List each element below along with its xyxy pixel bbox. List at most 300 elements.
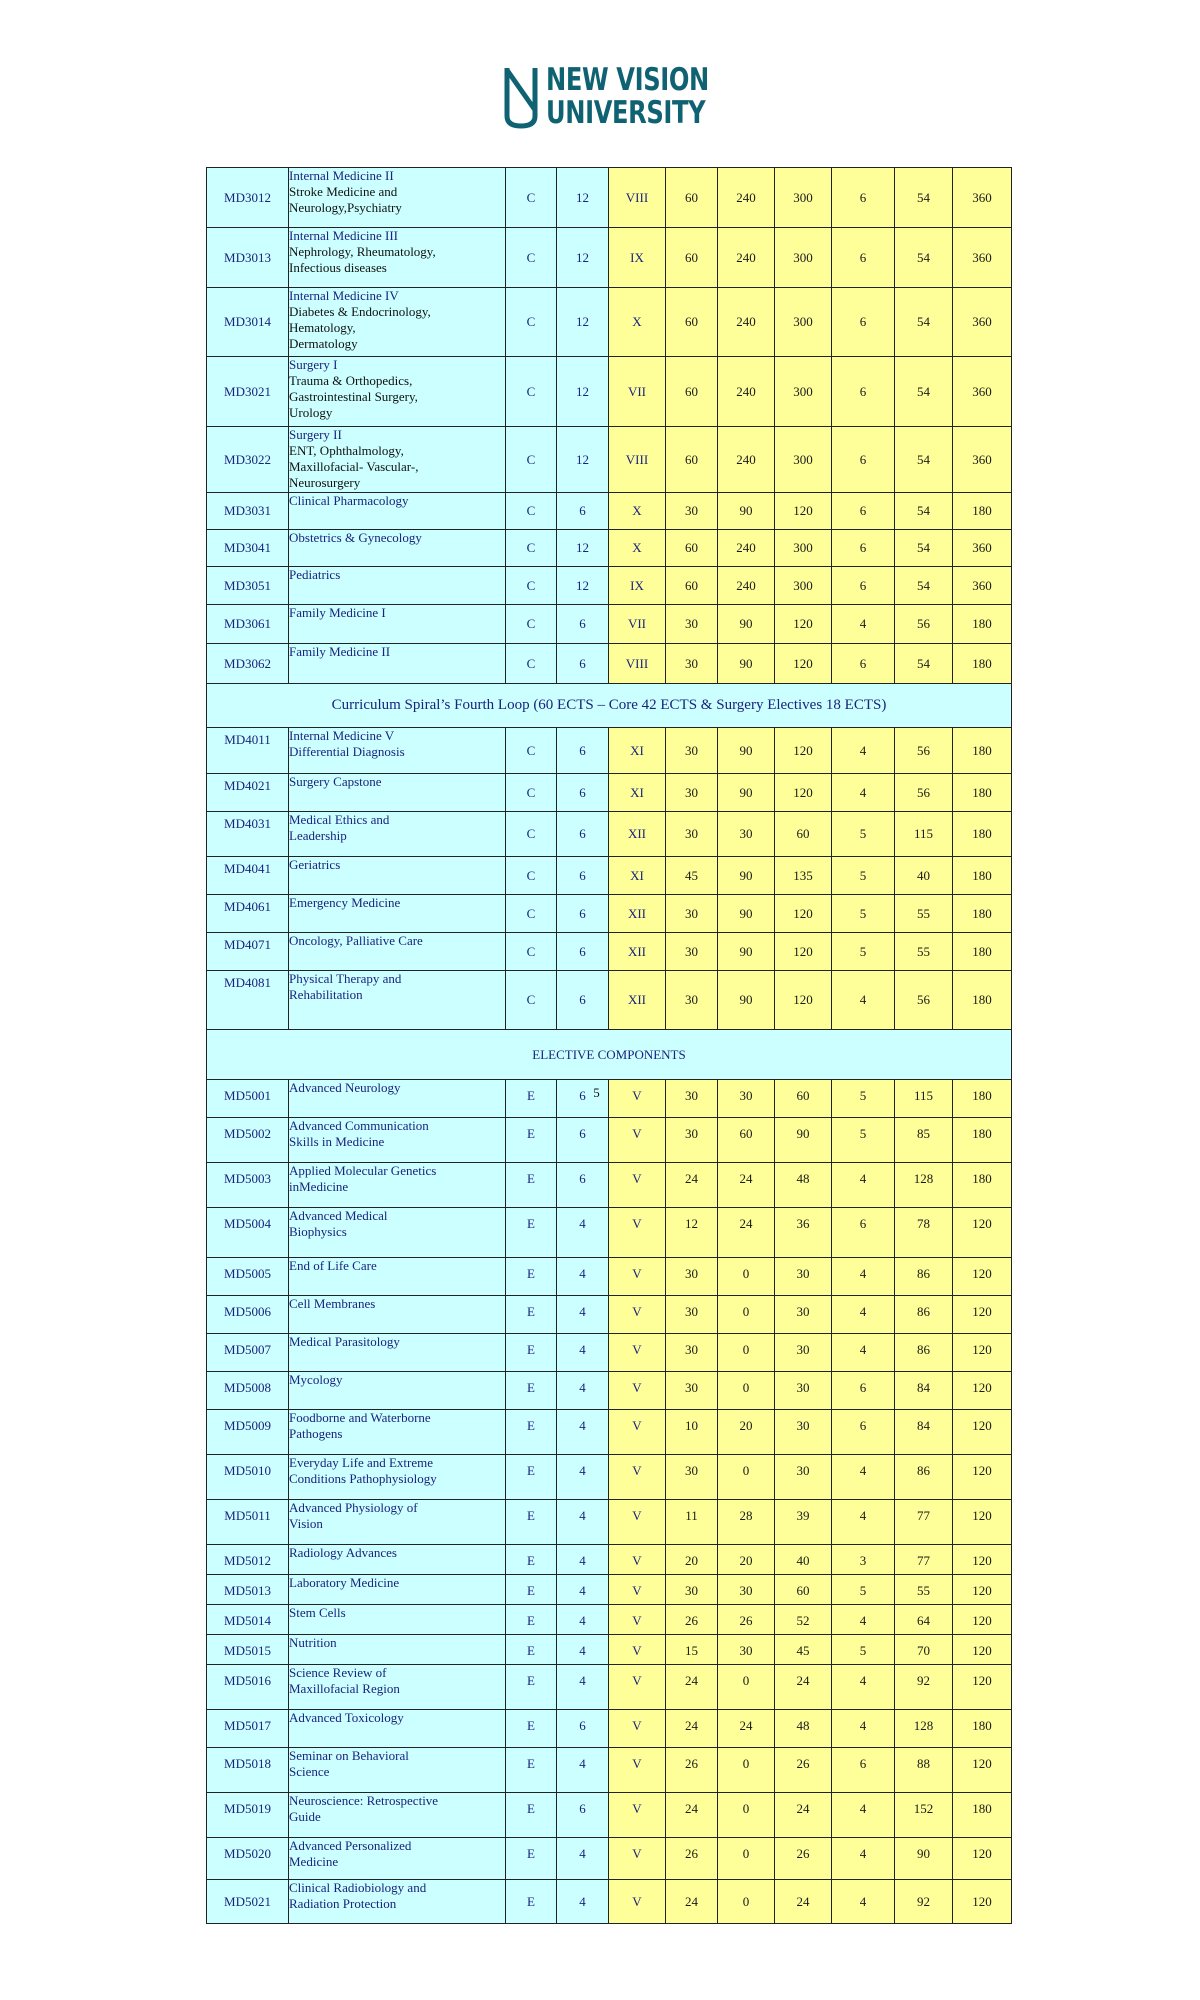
hours-f: 180: [953, 895, 1012, 933]
course-type: C: [506, 168, 557, 228]
ects-value: [576, 314, 589, 329]
hours-c: 26: [775, 1838, 832, 1880]
course-name: [289, 1080, 506, 1118]
semester: V: [609, 1605, 666, 1635]
course-code: MD5006: [207, 1296, 289, 1334]
hours-e: 90: [895, 1838, 953, 1880]
course-subtitle: Dermatology: [289, 336, 358, 351]
course-code: MD3031: [207, 493, 289, 530]
ects-value: [579, 1342, 586, 1357]
hours-d: 4: [832, 1605, 895, 1635]
hours-f: 180: [953, 644, 1012, 684]
course-subtitle: Medicine: [289, 1854, 339, 1869]
course-type: E: [506, 1838, 557, 1880]
course-code: MD5021: [207, 1880, 289, 1924]
course-code: MD5013: [207, 1575, 289, 1605]
hours-d: 5: [832, 1635, 895, 1665]
hours-e: 54: [895, 530, 953, 567]
course-code: MD5017: [207, 1710, 289, 1748]
course-subtitle: inMedicine: [289, 1179, 349, 1194]
hours-d: 4: [832, 1455, 895, 1500]
hours-d: 4: [832, 1880, 895, 1924]
hours-d: 5: [832, 1080, 895, 1118]
course-name: [289, 895, 506, 933]
table-row: [207, 1258, 1012, 1296]
course-ects: [557, 1118, 609, 1163]
course-name: [289, 1710, 506, 1748]
hours-b: 60: [718, 1118, 775, 1163]
table-row: [207, 427, 1012, 493]
course-code: MD5001: [207, 1080, 289, 1118]
hours-e: 115: [895, 812, 953, 857]
hours-a: 60: [666, 288, 718, 357]
course-type: E: [506, 1793, 557, 1838]
hours-d: 4: [832, 1500, 895, 1545]
course-type: E: [506, 1455, 557, 1500]
hours-f: 120: [953, 1575, 1012, 1605]
hours-a: 60: [666, 357, 718, 427]
hours-e: 86: [895, 1296, 953, 1334]
ects-number: 4: [579, 1304, 586, 1319]
course-subtitle: Gastrointestinal Surgery,: [289, 389, 418, 404]
ects-value: [579, 1553, 586, 1568]
table-row: [207, 857, 1012, 895]
table-row: [207, 1163, 1012, 1208]
hours-d: 6: [832, 357, 895, 427]
hours-d: 4: [832, 971, 895, 1030]
course-type: E: [506, 1258, 557, 1296]
hours-a: 30: [666, 812, 718, 857]
hours-b: 90: [718, 493, 775, 530]
hours-f: 180: [953, 493, 1012, 530]
hours-f: 120: [953, 1880, 1012, 1924]
hours-c: 120: [775, 933, 832, 971]
hours-d: 3: [832, 1545, 895, 1575]
course-type: C: [506, 644, 557, 684]
ects-value: [579, 1846, 586, 1861]
hours-f: 180: [953, 1118, 1012, 1163]
hours-d: 4: [832, 605, 895, 644]
hours-e: 128: [895, 1163, 953, 1208]
course-code: MD4031: [207, 812, 289, 857]
hours-c: 24: [775, 1793, 832, 1838]
hours-c: 48: [775, 1163, 832, 1208]
ects-number: 4: [579, 1583, 586, 1598]
hours-d: 6: [832, 288, 895, 357]
ects-number: 4: [579, 1893, 586, 1909]
hours-a: 30: [666, 1080, 718, 1118]
hours-b: 24: [718, 1163, 775, 1208]
semester: VIII: [609, 644, 666, 684]
hours-f: 120: [953, 1605, 1012, 1635]
hours-e: 54: [895, 228, 953, 288]
table-row: [207, 644, 1012, 684]
table-row: [207, 1793, 1012, 1838]
hours-a: 60: [666, 567, 718, 605]
course-title: Nutrition: [289, 1635, 337, 1650]
semester: VII: [609, 357, 666, 427]
course-ects: [557, 1455, 609, 1500]
hours-c: 45: [775, 1635, 832, 1665]
semester: X: [609, 288, 666, 357]
semester: IX: [609, 228, 666, 288]
course-type: C: [506, 812, 557, 857]
course-code: MD5002: [207, 1118, 289, 1163]
course-name: [289, 774, 506, 812]
course-subtitle: Leadership: [289, 828, 347, 843]
hours-b: 90: [718, 857, 775, 895]
course-name: [289, 1455, 506, 1500]
course-title: Geriatrics: [289, 857, 341, 872]
ects-number: 6: [579, 867, 586, 883]
hours-f: 360: [953, 228, 1012, 288]
semester: XII: [609, 971, 666, 1030]
course-ects: [557, 1258, 609, 1296]
hours-b: 90: [718, 644, 775, 684]
course-subtitle: Neurology,Psychiatry: [289, 200, 402, 215]
course-type: C: [506, 567, 557, 605]
hours-e: 40: [895, 857, 953, 895]
logo-line-2: UNIVERSITY: [546, 95, 706, 131]
hours-e: 56: [895, 971, 953, 1030]
course-code: MD5020: [207, 1838, 289, 1880]
course-type: C: [506, 971, 557, 1030]
hours-a: 20: [666, 1545, 718, 1575]
course-ects: [557, 168, 609, 228]
hours-c: 30: [775, 1296, 832, 1334]
hours-f: 360: [953, 288, 1012, 357]
course-name: [289, 971, 506, 1030]
table-row: [207, 1665, 1012, 1710]
ects-value: [579, 1126, 586, 1141]
hours-f: 180: [953, 857, 1012, 895]
table-row: [207, 1575, 1012, 1605]
hours-f: 180: [953, 812, 1012, 857]
ects-number: 12: [576, 314, 589, 329]
table-row: [207, 895, 1012, 933]
course-type: C: [506, 605, 557, 644]
course-code: MD3041: [207, 530, 289, 567]
hours-d: 4: [832, 1665, 895, 1710]
semester: V: [609, 1372, 666, 1410]
course-title: Radiology Advances: [289, 1545, 397, 1560]
hours-d: 4: [832, 1163, 895, 1208]
course-subtitle: Maxillofacial- Vascular-,: [289, 459, 419, 474]
semester: V: [609, 1500, 666, 1545]
course-code: MD5003: [207, 1163, 289, 1208]
course-subtitle: Nephrology, Rheumatology,: [289, 244, 436, 259]
semester: VII: [609, 605, 666, 644]
course-ects: [557, 288, 609, 357]
hours-d: 6: [832, 1410, 895, 1455]
hours-f: 180: [953, 1080, 1012, 1118]
hours-e: 78: [895, 1208, 953, 1258]
hours-c: 52: [775, 1605, 832, 1635]
semester: V: [609, 1334, 666, 1372]
table-row: [207, 1455, 1012, 1500]
course-ects: [557, 1665, 609, 1710]
table-row: [207, 605, 1012, 644]
ects-number: 12: [576, 577, 589, 593]
course-ects: [557, 1372, 609, 1410]
course-subtitle: Biophysics: [289, 1224, 347, 1239]
ects-number: 4: [579, 1846, 586, 1861]
hours-d: 4: [832, 1838, 895, 1880]
course-code: MD5011: [207, 1500, 289, 1545]
hours-a: 26: [666, 1748, 718, 1793]
course-name: [289, 1334, 506, 1372]
hours-f: 360: [953, 357, 1012, 427]
hours-d: 6: [832, 1372, 895, 1410]
course-code: MD4061: [207, 895, 289, 933]
hours-f: 120: [953, 1838, 1012, 1880]
loop4-heading: [207, 684, 1012, 728]
course-ects: [557, 1605, 609, 1635]
semester: V: [609, 1258, 666, 1296]
course-name: [289, 168, 506, 228]
course-code: MD3012: [207, 168, 289, 228]
logo-wordmark: [546, 64, 709, 130]
hours-f: 360: [953, 530, 1012, 567]
table-row: [207, 1605, 1012, 1635]
hours-b: 0: [718, 1838, 775, 1880]
course-ects: [557, 1748, 609, 1793]
hours-c: 39: [775, 1500, 832, 1545]
hours-e: 54: [895, 567, 953, 605]
hours-d: 6: [832, 493, 895, 530]
hours-d: 6: [832, 567, 895, 605]
hours-a: 30: [666, 971, 718, 1030]
hours-b: 240: [718, 357, 775, 427]
course-title: Advanced Neurology: [289, 1080, 401, 1095]
ects-number: 12: [576, 383, 589, 399]
course-code: MD3051: [207, 567, 289, 605]
course-ects: [557, 1296, 609, 1334]
course-type: C: [506, 228, 557, 288]
ects-value: [576, 540, 589, 555]
hours-d: 4: [832, 728, 895, 774]
hours-c: 36: [775, 1208, 832, 1258]
hours-c: 60: [775, 1080, 832, 1118]
course-name: [289, 644, 506, 684]
ects-number: 6: [579, 943, 586, 959]
course-subtitle: Science: [289, 1764, 330, 1779]
course-type: C: [506, 357, 557, 427]
hours-e: 56: [895, 605, 953, 644]
course-type: E: [506, 1710, 557, 1748]
ects-value: [579, 1418, 586, 1433]
course-title: Internal Medicine II: [289, 168, 394, 183]
footnote-marker: 5: [593, 1085, 600, 1100]
course-title: Advanced Medical: [289, 1208, 388, 1223]
hours-a: 24: [666, 1163, 718, 1208]
hours-a: 60: [666, 427, 718, 493]
table-row: [207, 493, 1012, 530]
course-type: C: [506, 933, 557, 971]
hours-d: 5: [832, 1118, 895, 1163]
semester: V: [609, 1575, 666, 1605]
course-title: Everyday Life and Extreme: [289, 1455, 434, 1470]
course-type: C: [506, 427, 557, 493]
course-name: [289, 1748, 506, 1793]
course-code: MD5019: [207, 1793, 289, 1838]
hours-b: 240: [718, 427, 775, 493]
course-subtitle: Guide: [289, 1809, 321, 1824]
ects-value: [579, 906, 586, 921]
hours-c: 24: [775, 1665, 832, 1710]
semester: V: [609, 1545, 666, 1575]
hours-a: 45: [666, 857, 718, 895]
hours-c: 120: [775, 774, 832, 812]
hours-d: 5: [832, 1575, 895, 1605]
course-ects: [557, 857, 609, 895]
course-code: MD5007: [207, 1334, 289, 1372]
ects-value: [579, 1304, 586, 1319]
hours-c: 300: [775, 530, 832, 567]
hours-a: 30: [666, 1118, 718, 1163]
course-title: Medical Parasitology: [289, 1334, 400, 1349]
course-title: Internal Medicine V: [289, 728, 395, 743]
ects-number: 6: [579, 1126, 586, 1141]
course-subtitle: Conditions Pathophysiology: [289, 1471, 437, 1486]
course-type: E: [506, 1334, 557, 1372]
ects-number: 4: [579, 1463, 586, 1478]
hours-b: 28: [718, 1500, 775, 1545]
course-code: MD5015: [207, 1635, 289, 1665]
course-subtitle: Neurosurgery: [289, 475, 361, 490]
semester: V: [609, 1880, 666, 1924]
hours-c: 300: [775, 567, 832, 605]
ects-number: 4: [579, 1643, 586, 1658]
course-title: End of Life Care: [289, 1258, 377, 1273]
ects-value: [579, 1463, 586, 1478]
hours-e: 77: [895, 1545, 953, 1575]
hours-e: 152: [895, 1793, 953, 1838]
course-ects: [557, 427, 609, 493]
hours-d: 5: [832, 895, 895, 933]
semester: X: [609, 530, 666, 567]
table-row: [207, 774, 1012, 812]
hours-f: 180: [953, 1793, 1012, 1838]
course-title: Applied Molecular Genetics: [289, 1163, 437, 1178]
course-code: MD4041: [207, 857, 289, 895]
hours-c: 300: [775, 357, 832, 427]
course-type: E: [506, 1575, 557, 1605]
table-row: [207, 1545, 1012, 1575]
hours-f: 120: [953, 1410, 1012, 1455]
ects-number: 6: [579, 784, 586, 800]
hours-c: 300: [775, 427, 832, 493]
course-subtitle: Maxillofacial Region: [289, 1681, 400, 1696]
hours-f: 120: [953, 1296, 1012, 1334]
course-type: C: [506, 530, 557, 567]
course-title: Laboratory Medicine: [289, 1575, 400, 1590]
course-title: Surgery I: [289, 357, 338, 372]
course-name: [289, 567, 506, 605]
course-ects: [557, 228, 609, 288]
ects-number: 12: [576, 540, 589, 555]
hours-e: 55: [895, 1575, 953, 1605]
semester: IX: [609, 567, 666, 605]
elective-heading-text: ELECTIVE COMPONENTS: [207, 1030, 1012, 1080]
course-subtitle: Vision: [289, 1516, 323, 1531]
ects-number: 6: [579, 742, 586, 758]
curriculum-table-body: [207, 168, 1012, 1924]
table-row: [207, 288, 1012, 357]
course-title: Cell Membranes: [289, 1296, 376, 1311]
course-ects: [557, 605, 609, 644]
course-type: E: [506, 1410, 557, 1455]
hours-a: 15: [666, 1635, 718, 1665]
hours-a: 11: [666, 1500, 718, 1545]
hours-f: 120: [953, 1748, 1012, 1793]
course-name: [289, 228, 506, 288]
course-title: Obstetrics & Gynecology: [289, 530, 422, 545]
table-row: [207, 357, 1012, 427]
ects-value: [579, 1613, 586, 1628]
hours-d: 5: [832, 812, 895, 857]
course-title: Seminar on Behavioral: [289, 1748, 409, 1763]
hours-e: 86: [895, 1455, 953, 1500]
semester: V: [609, 1080, 666, 1118]
hours-b: 0: [718, 1296, 775, 1334]
ects-number: 6: [579, 1088, 586, 1103]
hours-b: 240: [718, 228, 775, 288]
hours-a: 30: [666, 933, 718, 971]
hours-b: 90: [718, 605, 775, 644]
hours-a: 30: [666, 728, 718, 774]
hours-b: 20: [718, 1410, 775, 1455]
hours-c: 120: [775, 493, 832, 530]
semester: V: [609, 1710, 666, 1748]
course-type: C: [506, 895, 557, 933]
course-name: [289, 1163, 506, 1208]
semester: V: [609, 1748, 666, 1793]
semester: V: [609, 1410, 666, 1455]
hours-d: 4: [832, 1258, 895, 1296]
ects-number: 6: [579, 503, 586, 518]
course-subtitle: Urology: [289, 405, 333, 420]
course-name: [289, 530, 506, 567]
hours-c: 30: [775, 1410, 832, 1455]
course-title: Clinical Pharmacology: [289, 493, 409, 508]
course-code: MD3021: [207, 357, 289, 427]
hours-b: 0: [718, 1455, 775, 1500]
table-row: [207, 1372, 1012, 1410]
ects-number: 4: [579, 1756, 586, 1771]
course-ects: [557, 493, 609, 530]
course-name: [289, 1665, 506, 1710]
ects-number: 4: [579, 1613, 586, 1628]
hours-f: 120: [953, 1545, 1012, 1575]
course-ects: [557, 774, 609, 812]
course-code: MD3013: [207, 228, 289, 288]
hours-a: 60: [666, 530, 718, 567]
hours-b: 24: [718, 1710, 775, 1748]
hours-c: 40: [775, 1545, 832, 1575]
ects-value: [579, 1171, 586, 1186]
ects-value: [579, 1673, 586, 1688]
hours-d: 5: [832, 933, 895, 971]
ects-number: 6: [579, 616, 586, 631]
table-row: [207, 728, 1012, 774]
ects-number: 6: [579, 992, 586, 1007]
course-type: E: [506, 1665, 557, 1710]
hours-d: 6: [832, 644, 895, 684]
hours-e: 54: [895, 493, 953, 530]
hours-c: 120: [775, 644, 832, 684]
hours-b: 240: [718, 530, 775, 567]
